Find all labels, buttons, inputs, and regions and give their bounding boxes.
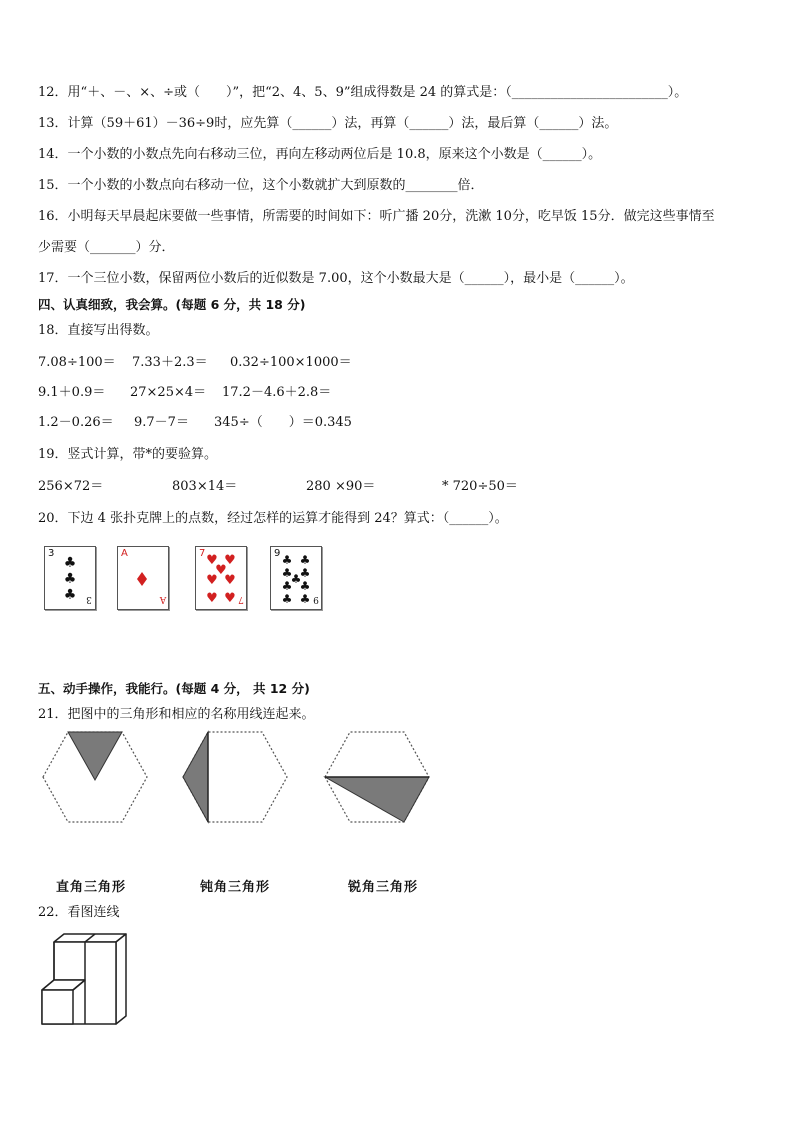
- section-5-title: 五、动手操作，我能行。(每题 4 分， 共 12 分): [38, 681, 310, 696]
- svg-text:♣: ♣: [299, 592, 311, 606]
- question-16-line1: 16．小明每天早晨起床要做一些事情，所需要的时间如下：听广播 20分，洗漱 10分，吃早饭 15分．做完这些事情至: [38, 209, 715, 224]
- label-acute-triangle: 锐角三角形: [348, 880, 419, 895]
- svg-text:♥: ♥: [224, 553, 236, 568]
- svg-text:7: 7: [238, 594, 244, 604]
- svg-text:♥: ♥: [206, 591, 218, 606]
- svg-text:A: A: [159, 594, 167, 604]
- calc-item: 9.7－7＝: [134, 415, 189, 430]
- diamond-suit-icon: [118, 547, 168, 609]
- calc-item: 256×72＝: [38, 479, 104, 494]
- label-right-triangle: 直角三角形: [56, 880, 127, 895]
- svg-text:♥: ♥: [206, 573, 218, 588]
- cube-stack-figure: [40, 932, 132, 1028]
- hexagon-obtuse-triangle: [180, 730, 290, 826]
- svg-text:3: 3: [86, 594, 92, 604]
- playing-card-ace-diamonds: [117, 546, 169, 610]
- card-rank: 3: [48, 548, 55, 559]
- hexagon-right-triangle: [40, 730, 150, 826]
- hexagon-acute-triangle: [322, 730, 432, 826]
- card-rank: 7: [199, 548, 206, 559]
- question-21: 21．把图中的三角形和相应的名称用线连起来。: [38, 707, 315, 722]
- question-14: 14．一个小数的小数点先向右移动三位，再向左移动两位后是 10.8，原来这个小数是（______）。: [38, 147, 602, 162]
- svg-text:♣: ♣: [63, 571, 77, 587]
- section-4-title: 四、认真细致，我会算。(每题 6 分，共 18 分): [38, 297, 306, 312]
- svg-text:♣: ♣: [299, 553, 311, 567]
- card-rank: 9: [274, 548, 281, 559]
- question-12: 12．用“＋、－、×、÷或（ ）”，把“2、4、5、9”组成得数是 24 的算式是：（________________________）。: [38, 85, 688, 100]
- svg-text:9: 9: [313, 594, 319, 604]
- svg-text:♣: ♣: [290, 572, 302, 586]
- calc-item: 0.32÷100×1000＝: [230, 355, 352, 370]
- calc-item: 1.2－0.26＝: [38, 415, 114, 430]
- svg-text:♣: ♣: [299, 579, 311, 593]
- question-19: 19．竖式计算，带*的要验算。: [38, 447, 218, 462]
- question-17: 17．一个三位小数，保留两位小数后的近似数是 7.00，这个小数最大是（______），最小是（______）。: [38, 271, 634, 286]
- calc-item: 27×25×4＝: [130, 385, 207, 400]
- svg-text:♥: ♥: [224, 573, 236, 588]
- svg-text:♥: ♥: [224, 591, 236, 606]
- heart-suit-icon: [196, 547, 246, 609]
- card-rank: A: [121, 548, 128, 559]
- playing-card-3-clubs: [44, 546, 96, 610]
- calc-item: * 720÷50＝: [442, 479, 518, 494]
- question-13: 13．计算（59＋61）－36÷9时，应先算（______）法，再算（______）法，最后算（______）法。: [38, 116, 618, 131]
- playing-card-9-clubs: [270, 546, 322, 610]
- svg-text:♣: ♣: [281, 553, 293, 567]
- calc-item: 7.33＋2.3＝: [132, 355, 208, 370]
- calc-item: 9.1＋0.9＝: [38, 385, 106, 400]
- question-18: 18．直接写出得数。: [38, 323, 159, 338]
- calc-item: 803×14＝: [172, 479, 238, 494]
- svg-text:♣: ♣: [299, 566, 311, 580]
- calc-item: 7.08÷100＝: [38, 355, 116, 370]
- clubs-suit-icon: [271, 547, 321, 609]
- calc-item: 280 ×90＝: [306, 479, 376, 494]
- question-20: 20．下边 4 张扑克牌上的点数，经过怎样的运算才能得到 24？算式：（______）。: [38, 511, 508, 526]
- calc-item: 345÷（ ）＝0.345: [214, 415, 352, 430]
- question-16-line2: 少需要（_______）分．: [38, 240, 175, 255]
- question-15: 15．一个小数的小数点向右移动一位，这个小数就扩大到原数的________倍．: [38, 178, 484, 193]
- svg-text:♣: ♣: [63, 555, 77, 571]
- svg-text:♣: ♣: [281, 592, 293, 606]
- svg-text:♥: ♥: [206, 553, 218, 568]
- svg-text:♥: ♥: [215, 563, 227, 578]
- calc-item: 17.2－4.6＋2.8＝: [222, 385, 332, 400]
- clubs-suit-icon: [45, 547, 95, 609]
- svg-text:♣: ♣: [281, 566, 293, 580]
- playing-card-7-hearts: [195, 546, 247, 610]
- svg-text:♣: ♣: [63, 587, 77, 603]
- question-22: 22．看图连线: [38, 905, 120, 920]
- label-obtuse-triangle: 钝角三角形: [200, 880, 271, 895]
- svg-text:♣: ♣: [281, 579, 293, 593]
